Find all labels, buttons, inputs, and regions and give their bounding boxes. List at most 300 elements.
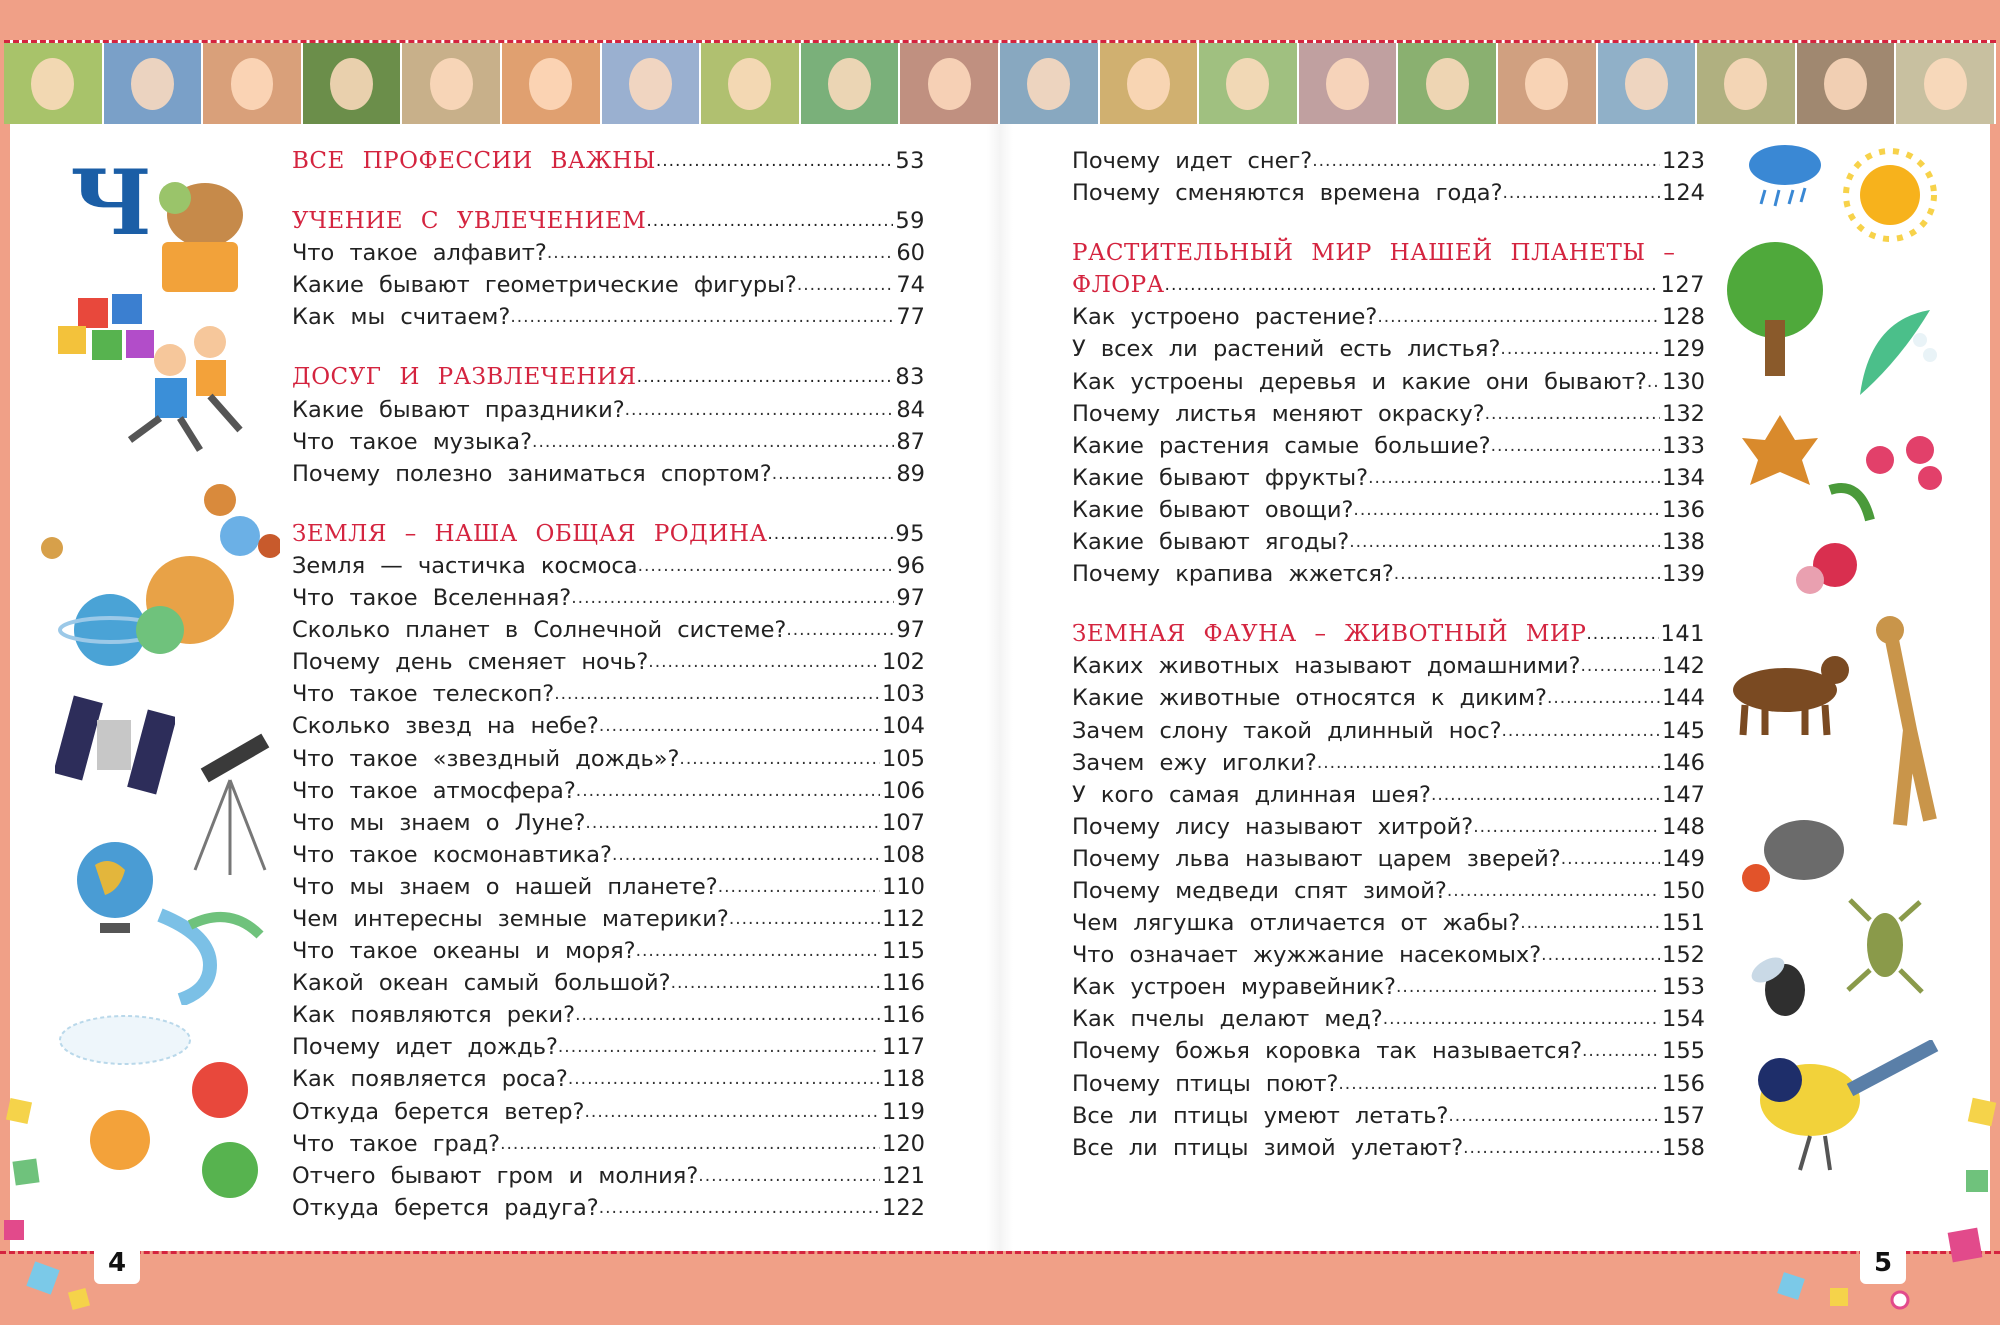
toc-leader-dots <box>767 518 893 550</box>
toc-page-number: 108 <box>882 841 925 868</box>
toc-section-heading <box>292 361 925 393</box>
toc-page-number: 121 <box>882 1162 925 1189</box>
toc-entry <box>1072 682 1705 714</box>
toc-leader-dots <box>1353 494 1660 526</box>
toc-section-heading <box>1072 269 1705 301</box>
toc-entry <box>1072 779 1705 811</box>
toc-entry-title: ФЛОРА <box>1072 272 1165 299</box>
toc-page-number: 145 <box>1662 717 1705 744</box>
toc-leader-dots <box>585 1096 881 1128</box>
toc-entry-title: Что такое Вселенная? <box>292 585 572 612</box>
toc-page-number: 95 <box>895 520 925 547</box>
toc-entry <box>1072 398 1705 430</box>
toc-entry <box>292 394 925 426</box>
toc-entry <box>292 678 925 710</box>
toc-page-number: 141 <box>1660 621 1705 648</box>
toc-leader-dots <box>510 301 894 333</box>
river-illustration <box>150 895 270 1005</box>
child-face <box>928 58 971 110</box>
child-face <box>1724 58 1767 110</box>
toc-page-number: 136 <box>1662 496 1705 523</box>
toc-page-number: 153 <box>1662 974 1705 1001</box>
toc-page-number: 156 <box>1662 1070 1705 1097</box>
toc-entry-title: Какие бывают фрукты? <box>1072 464 1369 491</box>
toc-entry-title: ВСЕ ПРОФЕССИИ ВАЖНЫ <box>292 148 656 174</box>
toc-leader-dots <box>1312 145 1660 177</box>
toc-entry-title: Откуда берется ветер? <box>292 1098 585 1125</box>
child-photo <box>801 43 901 127</box>
page-number-left: 4 <box>94 1242 140 1284</box>
toc-entry-title: Какой океан самый большой? <box>292 970 671 997</box>
toc-entry-title: Какие бывают геометрические фигуры? <box>292 272 797 299</box>
toc-leader-dots <box>679 743 880 775</box>
toc-entry <box>1072 145 1705 177</box>
toc-entry <box>292 1063 925 1095</box>
toc-page-number: 146 <box>1662 749 1705 776</box>
toc-entry-title: Зачем ежу иголки? <box>1072 749 1317 776</box>
toc-entry-title: ЗЕМНАЯ ФАУНА – ЖИВОТНЫЙ МИР <box>1072 621 1587 648</box>
toc-entry <box>292 935 925 967</box>
toc-entry <box>1072 430 1705 462</box>
toc-leader-dots <box>1491 430 1660 462</box>
child-face <box>1027 58 1070 110</box>
child-photo <box>1100 43 1200 127</box>
toc-page-number: 110 <box>882 873 925 900</box>
toc-leader-dots <box>558 1031 880 1063</box>
toc-entry <box>292 237 925 269</box>
toc-leader-dots <box>575 999 880 1031</box>
toc-entry <box>292 1128 925 1160</box>
toc-entry <box>1072 494 1705 526</box>
child-face <box>1824 58 1867 110</box>
lily-of-the-valley-illustration <box>1840 300 1950 410</box>
toc-leader-dots <box>1394 558 1660 590</box>
toc-entry-title: Почему крапива жжется? <box>1072 561 1394 588</box>
toc-entry-title: Что такое музыка? <box>292 428 533 455</box>
toc-entry <box>1072 843 1705 875</box>
toc-leader-dots <box>1500 333 1660 365</box>
toc-page-number: 74 <box>896 272 925 299</box>
toc-page-number: 105 <box>882 745 925 772</box>
toc-leader-dots <box>637 361 894 393</box>
toc-page-number: 148 <box>1662 813 1705 840</box>
toc-page-number: 123 <box>1662 148 1705 174</box>
toc-entry-title: ЗЕМЛЯ – НАША ОБЩАЯ РОДИНА <box>292 520 768 547</box>
toc-leader-dots <box>671 967 880 999</box>
toc-entry <box>1072 1035 1705 1067</box>
toc-leader-dots <box>1541 939 1660 971</box>
toc-page-number: 149 <box>1662 845 1705 872</box>
toc-entry <box>292 582 925 614</box>
toc-entry-title: Что такое алфавит? <box>292 240 547 267</box>
toc-entry <box>292 903 925 935</box>
child-face <box>1127 58 1170 110</box>
toc-page-number: 151 <box>1662 910 1705 937</box>
toc-entry-title: Сколько звезд на небе? <box>292 713 599 740</box>
toc-entry-title: Что такое космонавтика? <box>292 841 612 868</box>
toc-leader-dots <box>612 839 880 871</box>
toc-section-heading <box>1072 237 1705 269</box>
toc-leader-dots <box>585 807 880 839</box>
toc-entry <box>1072 747 1705 779</box>
toc-leader-dots <box>648 646 880 678</box>
toc-entry-title: У всех ли растений есть листья? <box>1072 336 1501 363</box>
child-face <box>1525 58 1568 110</box>
toc-page-number: 102 <box>882 649 925 676</box>
toc-right-column <box>1072 145 1705 1164</box>
toc-entry-title: Что означает жужжание насекомых? <box>1072 942 1542 969</box>
toc-entry <box>1072 650 1705 682</box>
toc-entry-title: Как появляются реки? <box>292 1002 576 1029</box>
toc-entry <box>1072 1003 1705 1035</box>
toc-leader-dots <box>1317 747 1660 779</box>
child-face <box>231 58 274 110</box>
toc-entry-title: Почему листья меняют окраску? <box>1072 400 1485 427</box>
toc-entry <box>292 550 925 582</box>
toc-page-number: 138 <box>1662 529 1705 556</box>
toc-leader-dots <box>1396 971 1660 1003</box>
toc-entry <box>292 807 925 839</box>
toc-entry-title: У кого самая длинная шея? <box>1072 781 1431 808</box>
toc-page-number: 158 <box>1662 1134 1705 1161</box>
toc-entry <box>292 269 925 301</box>
toc-leader-dots <box>1586 618 1658 650</box>
toc-entry-title: Что мы знаем о нашей планете? <box>292 873 718 900</box>
toc-page-number: 104 <box>882 713 925 740</box>
section-gap <box>1072 590 1705 618</box>
toc-page-number: 118 <box>882 1066 925 1093</box>
toc-page-number: 89 <box>896 460 925 487</box>
toc-entry-title: Откуда берется радуга? <box>292 1194 599 1221</box>
bottom-frame-band <box>0 1251 2000 1325</box>
toc-leader-dots <box>1349 526 1660 558</box>
toc-leader-dots <box>1338 1068 1660 1100</box>
toc-leader-dots <box>568 1063 880 1095</box>
toc-page-number: 150 <box>1662 877 1705 904</box>
toc-page-number: 97 <box>896 585 925 612</box>
section-gap <box>1072 209 1705 237</box>
toc-page-number: 117 <box>882 1034 925 1061</box>
toc-leader-dots <box>1647 366 1660 398</box>
turtle-suitcase-illustration <box>150 170 250 300</box>
toc-entry-title: Что такое океаны и моря? <box>292 938 636 965</box>
toc-entry <box>1072 558 1705 590</box>
toc-leader-dots <box>1377 301 1660 333</box>
toc-leader-dots <box>729 903 880 935</box>
book-gutter <box>987 124 1013 1251</box>
toc-leader-dots <box>1561 843 1660 875</box>
toc-leader-dots <box>1463 1132 1660 1164</box>
toc-entry-title: Что такое град? <box>292 1130 501 1157</box>
toc-leader-dots <box>656 145 894 177</box>
toc-entry-title: Как мы считаем? <box>292 304 511 331</box>
child-face <box>31 58 74 110</box>
toc-leader-dots <box>1431 779 1660 811</box>
toc-page-number: 133 <box>1662 432 1705 459</box>
toc-page-number: 84 <box>896 396 925 423</box>
toc-left-column <box>292 145 925 1224</box>
children-photo-strip <box>4 40 1996 130</box>
toc-entry <box>292 426 925 458</box>
tree-illustration <box>1715 240 1835 380</box>
toc-page-number: 119 <box>882 1098 925 1125</box>
toc-entry-title: Сколько планет в Солнечной системе? <box>292 617 787 644</box>
satellite-illustration <box>55 690 175 800</box>
toc-page-number: 128 <box>1662 304 1705 331</box>
toc-entry-title: УЧЕНИЕ С УВЛЕЧЕНИЕМ <box>292 208 647 235</box>
toc-page-number: 130 <box>1662 368 1705 395</box>
toc-leader-dots <box>1473 811 1660 843</box>
toc-page-number: 115 <box>882 938 925 965</box>
toc-leader-dots <box>599 1192 880 1224</box>
child-photo <box>1498 43 1598 127</box>
toc-entry-title: Как устроены деревья и какие они бывают? <box>1072 368 1647 395</box>
toc-entry <box>1072 1132 1705 1164</box>
toc-entry <box>1072 333 1705 365</box>
child-face <box>728 58 771 110</box>
toc-entry <box>292 1160 925 1192</box>
child-photo <box>602 43 702 127</box>
toc-leader-dots <box>1448 1100 1660 1132</box>
child-photo <box>701 43 801 127</box>
section-gap <box>292 490 925 518</box>
toc-entry <box>292 743 925 775</box>
toc-entry <box>292 614 925 646</box>
page-number-right: 5 <box>1860 1242 1906 1284</box>
toc-page-number: 116 <box>882 970 925 997</box>
toc-entry-title: Чем интересны земные материки? <box>292 905 729 932</box>
child-photo <box>1000 43 1100 127</box>
toc-page-number: 122 <box>882 1194 925 1221</box>
toc-page-number: 152 <box>1662 942 1705 969</box>
toc-page-number: 144 <box>1662 685 1705 712</box>
toc-entry-title: Почему льва называют царем зверей? <box>1072 845 1561 872</box>
toc-entry-title: Как устроено растение? <box>1072 304 1378 331</box>
child-face <box>1625 58 1668 110</box>
hedgehog-apple-illustration <box>1738 800 1848 900</box>
toc-leader-dots <box>571 582 894 614</box>
child-photo <box>4 43 104 127</box>
toc-entry-title: Какие растения самые большие? <box>1072 432 1491 459</box>
child-photo <box>1398 43 1498 127</box>
child-photo <box>1697 43 1797 127</box>
toc-entry-title: Каких животных называют домашними? <box>1072 653 1581 680</box>
toc-page-number: 53 <box>895 148 925 174</box>
toc-entry <box>292 1096 925 1128</box>
toc-entry-title: Почему идет дождь? <box>292 1034 558 1061</box>
toc-entry <box>1072 177 1705 209</box>
titmouse-bird-illustration <box>1730 1040 1940 1180</box>
toc-leader-dots <box>636 935 880 967</box>
toc-entry-title: Что мы знаем о Луне? <box>292 809 586 836</box>
toc-page-number: 106 <box>882 777 925 804</box>
child-photo <box>502 43 602 127</box>
toc-page-number: 59 <box>895 208 925 235</box>
toc-page-number: 134 <box>1662 464 1705 491</box>
child-face <box>131 58 174 110</box>
child-face <box>529 58 572 110</box>
child-face <box>330 58 373 110</box>
toc-entry-title: Почему сменяются времена года? <box>1072 180 1503 207</box>
toc-leader-dots <box>500 1128 880 1160</box>
toc-entry <box>292 301 925 333</box>
toc-leader-dots <box>554 678 880 710</box>
toc-leader-dots <box>786 614 894 646</box>
toc-leader-dots <box>638 550 895 582</box>
toc-entry-title: Какие бывают праздники? <box>292 396 625 423</box>
toc-leader-dots <box>1547 682 1660 714</box>
toc-entry-title: Все ли птицы умеют летать? <box>1072 1102 1449 1129</box>
toc-entry <box>292 458 925 490</box>
toc-entry <box>292 646 925 678</box>
toc-leader-dots <box>1582 1035 1660 1067</box>
top-frame-band <box>0 0 2000 36</box>
toc-entry-title: Почему лису называют хитрой? <box>1072 813 1474 840</box>
child-photo <box>1299 43 1399 127</box>
dog-illustration <box>1715 640 1855 740</box>
child-photo <box>900 43 1000 127</box>
toc-entry <box>1072 971 1705 1003</box>
child-face <box>1924 58 1967 110</box>
fly-illustration <box>1740 940 1830 1030</box>
toc-leader-dots <box>1368 462 1660 494</box>
toc-entry-title: Почему день сменяет ночь? <box>292 649 649 676</box>
toc-entry <box>292 999 925 1031</box>
toc-entry-title: Почему идет снег? <box>1072 148 1313 174</box>
toc-entry-title: Что такое атмосфера? <box>292 777 576 804</box>
toc-entry-title: Как пчелы делают мед? <box>1072 1006 1383 1033</box>
toc-entry-title: Как устроен муравейник? <box>1072 974 1397 1001</box>
toc-entry-title: РАСТИТЕЛЬНЫЙ МИР НАШЕЙ ПЛАНЕТЫ – <box>1072 240 1676 267</box>
toc-entry-title: Почему полезно заниматься спортом? <box>292 460 772 487</box>
toc-leader-dots <box>1447 875 1660 907</box>
toc-entry <box>292 1031 925 1063</box>
toc-entry-title: Какие бывают ягоды? <box>1072 529 1350 556</box>
toc-page-number: 112 <box>882 905 925 932</box>
toc-page-number: 87 <box>896 428 925 455</box>
toc-page-number: 83 <box>895 364 925 391</box>
toc-entry <box>1072 811 1705 843</box>
toc-page-number: 139 <box>1662 561 1705 588</box>
telescope-illustration <box>180 720 280 880</box>
section-gap <box>292 177 925 205</box>
toc-section-heading <box>1072 618 1705 650</box>
toc-entry <box>1072 939 1705 971</box>
toc-leader-dots <box>1520 907 1660 939</box>
toc-leader-dots <box>547 237 895 269</box>
toc-entry <box>292 1192 925 1224</box>
child-face <box>1326 58 1369 110</box>
toc-entry <box>1072 907 1705 939</box>
toc-entry-title: Отчего бывают гром и молния? <box>292 1162 699 1189</box>
rain-cloud-illustration <box>1745 140 1825 210</box>
toc-leader-dots <box>1383 1003 1660 1035</box>
radish-illustration <box>1780 480 1890 600</box>
toc-entry <box>1072 526 1705 558</box>
child-photo <box>1598 43 1698 127</box>
toc-entry <box>1072 875 1705 907</box>
sun-illustration <box>1840 145 1940 245</box>
toc-entry-title: Почему птицы поют? <box>1072 1070 1339 1097</box>
toc-leader-dots <box>1165 269 1659 301</box>
toc-entry <box>292 839 925 871</box>
toc-section-heading <box>292 145 925 177</box>
child-photo <box>1199 43 1299 127</box>
toc-page-number: 129 <box>1662 336 1705 363</box>
child-face <box>430 58 473 110</box>
section-gap <box>292 333 925 361</box>
child-photo <box>1797 43 1897 127</box>
toc-entry-title: Что такое «звездный дождь»? <box>292 745 680 772</box>
child-photo <box>303 43 403 127</box>
toc-entry-title: Земля — частичка космоса <box>292 552 638 579</box>
toc-page-number: 155 <box>1662 1038 1705 1065</box>
toc-page-number: 124 <box>1662 180 1705 207</box>
toc-page-number: 96 <box>896 552 925 579</box>
toc-entry-title: Зачем слону такой длинный нос? <box>1072 717 1502 744</box>
toc-page-number: 60 <box>896 240 925 267</box>
toc-entry <box>1072 366 1705 398</box>
toc-entry-title: Все ли птицы зимой улетают? <box>1072 1134 1464 1161</box>
toc-leader-dots <box>1580 650 1660 682</box>
toc-section-heading <box>292 518 925 550</box>
toc-entry-title: Что такое телескоп? <box>292 681 555 708</box>
toc-entry <box>292 710 925 742</box>
umbrellas-illustration <box>80 1060 280 1210</box>
toc-leader-dots <box>718 871 880 903</box>
toc-leader-dots <box>625 394 895 426</box>
toc-page-number: 132 <box>1662 400 1705 427</box>
child-photo <box>203 43 303 127</box>
toc-leader-dots <box>1503 177 1661 209</box>
child-face <box>1426 58 1469 110</box>
toc-entry <box>292 871 925 903</box>
toc-page-number: 107 <box>882 809 925 836</box>
toc-leader-dots <box>646 205 893 237</box>
toc-page-number: 120 <box>882 1130 925 1157</box>
child-face <box>1226 58 1269 110</box>
toc-leader-dots <box>1502 715 1661 747</box>
toc-leader-dots <box>1485 398 1660 430</box>
drop-letter: Ч <box>70 150 153 256</box>
toc-entry <box>292 775 925 807</box>
toc-entry <box>1072 715 1705 747</box>
toc-leader-dots <box>576 775 880 807</box>
toc-entry-title: Чем лягушка отличается от жабы? <box>1072 910 1521 937</box>
toc-leader-dots <box>599 710 880 742</box>
toc-page-number: 142 <box>1662 653 1705 680</box>
toc-entry <box>1072 1068 1705 1100</box>
frog-illustration <box>1840 890 1930 1000</box>
toc-entry <box>1072 462 1705 494</box>
toc-page-number: 116 <box>882 1002 925 1029</box>
child-photo <box>104 43 204 127</box>
toc-section-heading <box>292 205 925 237</box>
toc-entry <box>1072 301 1705 333</box>
toc-entry-title: Почему божья коровка так называется? <box>1072 1038 1583 1065</box>
child-face <box>828 58 871 110</box>
toc-leader-dots <box>698 1160 880 1192</box>
child-photo <box>402 43 502 127</box>
toc-entry-title: Почему медведи спят зимой? <box>1072 877 1447 904</box>
toc-page-number: 147 <box>1662 781 1705 808</box>
toc-entry-title: ДОСУГ И РАЗВЛЕЧЕНИЯ <box>292 364 637 391</box>
toc-entry-title: Как появляется роса? <box>292 1066 568 1093</box>
toc-page-number: 154 <box>1662 1006 1705 1033</box>
child-photo <box>1896 43 1996 127</box>
toc-page-number: 127 <box>1660 272 1705 299</box>
toc-entry <box>292 967 925 999</box>
